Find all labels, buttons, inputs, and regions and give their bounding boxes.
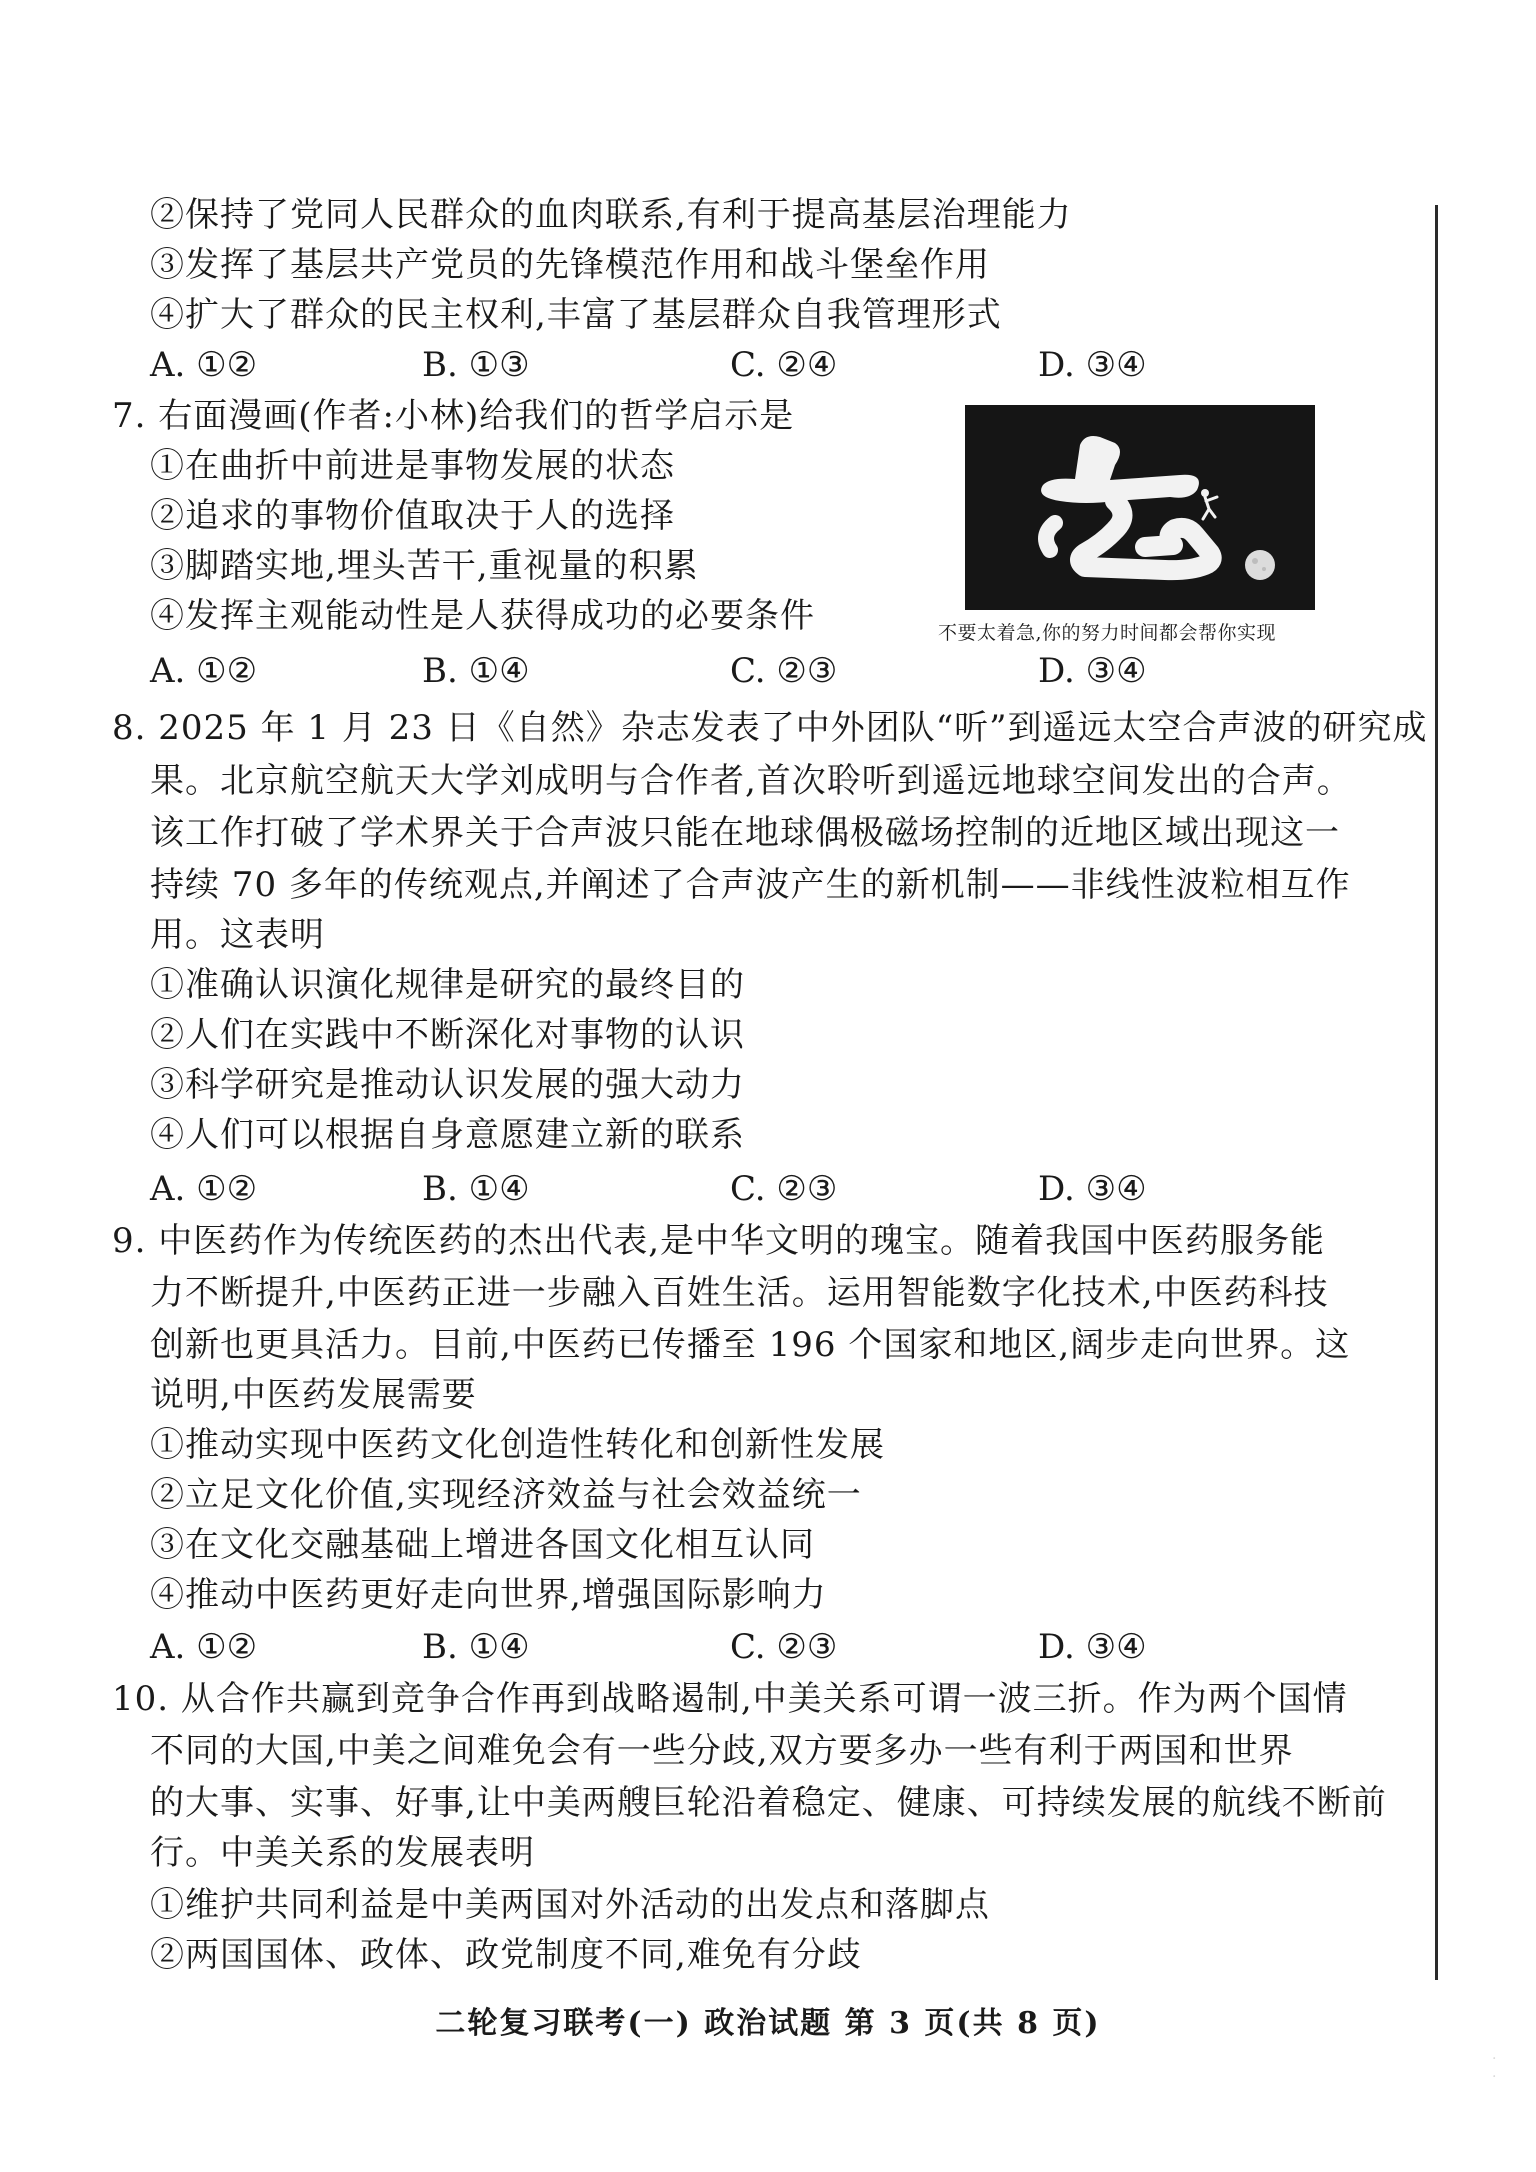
q9-stem-line-1: 9. 中医药作为传统医药的杰出代表,是中华文明的瑰宝。随着我国中医药服务能 bbox=[112, 1221, 1326, 1261]
scan-artifact: · · bbox=[1492, 2051, 1497, 2085]
q7-stem: 7. 右面漫画(作者:小林)给我们的哲学启示是 bbox=[112, 396, 795, 436]
q8-option-2: ②人们在实践中不断深化对事物的认识 bbox=[150, 1015, 745, 1055]
q8-choice-d: D. ③④ bbox=[1038, 1169, 1147, 1209]
q9-choice-d: D. ③④ bbox=[1038, 1627, 1147, 1667]
q10-stem-line-2: 不同的大国,中美之间难免会有一些分歧,双方要多办一些有利于两国和世界 bbox=[150, 1731, 1294, 1771]
q7-option-4: ④发挥主观能动性是人获得成功的必要条件 bbox=[150, 596, 815, 636]
q8-stem-line-4: 持续 70 多年的传统观点,并阐述了合声波产生的新机制——非线性波粒相互作 bbox=[150, 865, 1351, 905]
comic-image bbox=[965, 405, 1315, 610]
q8-option-1: ①准确认识演化规律是研究的最终目的 bbox=[150, 965, 745, 1005]
q8-option-4: ④人们可以根据自身意愿建立新的联系 bbox=[150, 1115, 745, 1155]
q8-option-3: ③科学研究是推动认识发展的强大动力 bbox=[150, 1065, 745, 1105]
q9-choices bbox=[150, 1624, 1350, 1670]
q8-stem-line-2: 果。北京航空航天大学刘成明与合作者,首次聆听到遥远地球空间发出的合声。 bbox=[150, 761, 1352, 801]
page-footer: 二轮复习联考(一) 政治试题 第 3 页(共 8 页) bbox=[435, 2006, 1101, 2041]
q10-stem-line-4: 行。中美关系的发展表明 bbox=[150, 1833, 535, 1873]
q6-choice-d: D. ③④ bbox=[1038, 345, 1147, 385]
q8-stem-line-1: 8. 2025 年 1 月 23 日《自然》杂志发表了中外团队“听”到遥远太空合声波的研究成 bbox=[112, 708, 1428, 748]
q10-option-2: ②两国国体、政体、政党制度不同,难免有分歧 bbox=[150, 1935, 862, 1975]
comic-drawing bbox=[965, 405, 1315, 610]
q10-stem-line-3: 的大事、实事、好事,让中美两艘巨轮沿着稳定、健康、可持续发展的航线不断前 bbox=[150, 1783, 1387, 1823]
q9-choice-c: C. ②③ bbox=[730, 1627, 838, 1667]
q6-option-2: ②保持了党同人民群众的血肉联系,有利于提高基层治理能力 bbox=[150, 195, 1072, 235]
q8-choice-b: B. ①④ bbox=[422, 1169, 530, 1209]
q8-choice-a: A. ①② bbox=[150, 1169, 258, 1209]
margin-rule bbox=[1435, 205, 1438, 1980]
q9-choice-a: A. ①② bbox=[150, 1627, 258, 1667]
q9-stem-line-3: 创新也更具活力。目前,中医药已传播至 196 个国家和地区,阔步走向世界。这 bbox=[150, 1325, 1351, 1365]
q6-choice-a: A. ①② bbox=[150, 345, 258, 385]
q9-option-2: ②立足文化价值,实现经济效益与社会效益统一 bbox=[150, 1475, 862, 1515]
q6-choice-b: B. ①③ bbox=[422, 345, 530, 385]
q6-option-4: ④扩大了群众的民主权利,丰富了基层群众自我管理形式 bbox=[150, 295, 1002, 335]
q7-choice-c: C. ②③ bbox=[730, 651, 838, 691]
q6-choices bbox=[150, 342, 1350, 388]
q9-stem-line-4: 说明,中医药发展需要 bbox=[150, 1375, 477, 1415]
q9-option-3: ③在文化交融基础上增进各国文化相互认同 bbox=[150, 1525, 815, 1565]
q6-option-3: ③发挥了基层共产党员的先锋模范作用和战斗堡垒作用 bbox=[150, 245, 990, 285]
q8-stem-line-3: 该工作打破了学术界关于合声波只能在地球偶极磁场控制的近地区域出现这一 bbox=[150, 813, 1340, 853]
q6-choice-c: C. ②④ bbox=[730, 345, 838, 385]
q9-stem-line-2: 力不断提升,中医药正进一步融入百姓生活。运用智能数字化技术,中医药科技 bbox=[150, 1273, 1329, 1313]
q9-option-1: ①推动实现中医药文化创造性转化和创新性发展 bbox=[150, 1425, 885, 1465]
q8-stem-line-5: 用。这表明 bbox=[150, 915, 325, 955]
q7-option-3: ③脚踏实地,埋头苦干,重视量的积累 bbox=[150, 546, 699, 586]
q8-choice-c: C. ②③ bbox=[730, 1169, 838, 1209]
q7-choice-d: D. ③④ bbox=[1038, 651, 1147, 691]
q10-option-1: ①维护共同利益是中美两国对外活动的出发点和落脚点 bbox=[150, 1885, 990, 1925]
q7-choices bbox=[150, 648, 1350, 694]
q8-choices bbox=[150, 1166, 1350, 1212]
q7-option-2: ②追求的事物价值取决于人的选择 bbox=[150, 496, 675, 536]
q9-option-4: ④推动中医药更好走向世界,增强国际影响力 bbox=[150, 1575, 827, 1615]
q9-choice-b: B. ①④ bbox=[422, 1627, 530, 1667]
q7-option-1: ①在曲折中前进是事物发展的状态 bbox=[150, 446, 675, 486]
q7-choice-b: B. ①④ bbox=[422, 651, 530, 691]
q10-stem-line-1: 10. 从合作共赢到竞争合作再到战略遏制,中美关系可谓一波三折。作为两个国情 bbox=[112, 1679, 1348, 1719]
q7-choice-a: A. ①② bbox=[150, 651, 258, 691]
comic-caption: 不要太着急,你的努力时间都会帮你实现 bbox=[938, 622, 1277, 644]
moon-icon bbox=[1245, 550, 1275, 580]
